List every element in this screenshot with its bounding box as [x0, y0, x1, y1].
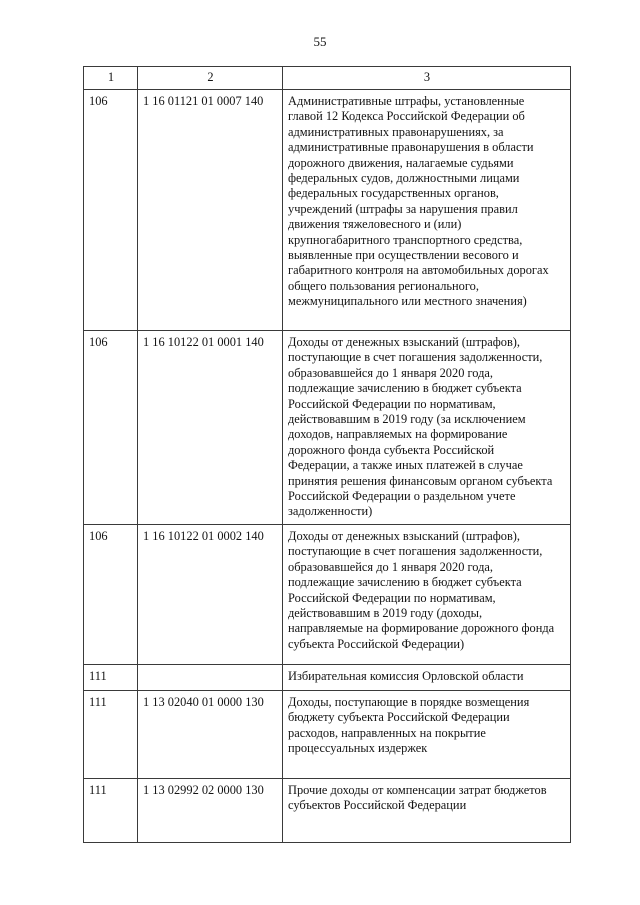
header-cell-3: 3	[283, 67, 571, 90]
table-row	[84, 331, 571, 525]
table-header-row	[84, 67, 571, 90]
table-row	[84, 664, 571, 690]
header-cell-1: 1	[84, 67, 138, 90]
table-row	[84, 524, 571, 664]
admin-code-cell: 111	[84, 778, 138, 842]
header-cell-2: 2	[138, 67, 283, 90]
admin-code-cell: 106	[84, 331, 138, 525]
revenue-code-cell: 1 13 02040 01 0000 130	[138, 690, 283, 778]
table-row	[84, 690, 571, 778]
admin-code-cell: 106	[84, 90, 138, 331]
budget-classification-table	[83, 66, 571, 843]
table-row	[84, 778, 571, 842]
revenue-code-cell	[138, 664, 283, 690]
description-cell: Административные штрафы, установленные главой 12 Кодекса Российской Федерации об административных правонарушениях, за административные правонарушения в области дорожного движения, налагаемые судьями федеральных судов, должностными лицами федеральных государственных органов, учреждений (штрафы за нарушения правил движения тяжеловесного и (или) крупногабаритного транспортного средства, выявленные при осуществлении весового и габаритного контроля на автомобильных дорогах общего пользования регионального, межмуниципального или местного значения)	[283, 90, 571, 331]
description-cell: Доходы, поступающие в порядке возмещения бюджету субъекта Российской Федерации расходов, направленных на покрытие процессуальных издержек	[283, 690, 571, 778]
page-number: 55	[313, 34, 327, 49]
description-cell: Доходы от денежных взысканий (штрафов), поступающие в счет погашения задолженности, образовавшейся до 1 января 2020 года, подлежащие зачислению в бюджет субъекта Российской Федерации по нормативам, действовавшим в 2019 году (доходы, направляемые на формирование дорожного фонда субъекта Российской Федерации)	[283, 524, 571, 664]
description-cell: Прочие доходы от компенсации затрат бюджетов субъектов Российской Федерации	[283, 778, 571, 842]
admin-code-cell: 106	[84, 524, 138, 664]
admin-code-cell: 111	[84, 690, 138, 778]
description-cell: Доходы от денежных взысканий (штрафов), поступающие в счет погашения задолженности, образовавшейся до 1 января 2020 года, подлежащие зачислению в бюджет субъекта Российской Федерации по нормативам, действовавшим в 2019 году (за исключением доходов, направляемых на формирование дорожного фонда субъекта Российской Федерации, а также иных платежей в случае принятия решения финансовым органом субъекта Российской Федерации о раздельном учете задолженности)	[283, 331, 571, 525]
revenue-code-cell: 1 13 02992 02 0000 130	[138, 778, 283, 842]
revenue-code-cell: 1 16 10122 01 0001 140	[138, 331, 283, 525]
revenue-code-cell: 1 16 10122 01 0002 140	[138, 524, 283, 664]
table-row	[84, 90, 571, 331]
admin-code-cell: 111	[84, 664, 138, 690]
description-cell: Избирательная комиссия Орловской области	[283, 664, 571, 690]
revenue-code-cell: 1 16 01121 01 0007 140	[138, 90, 283, 331]
